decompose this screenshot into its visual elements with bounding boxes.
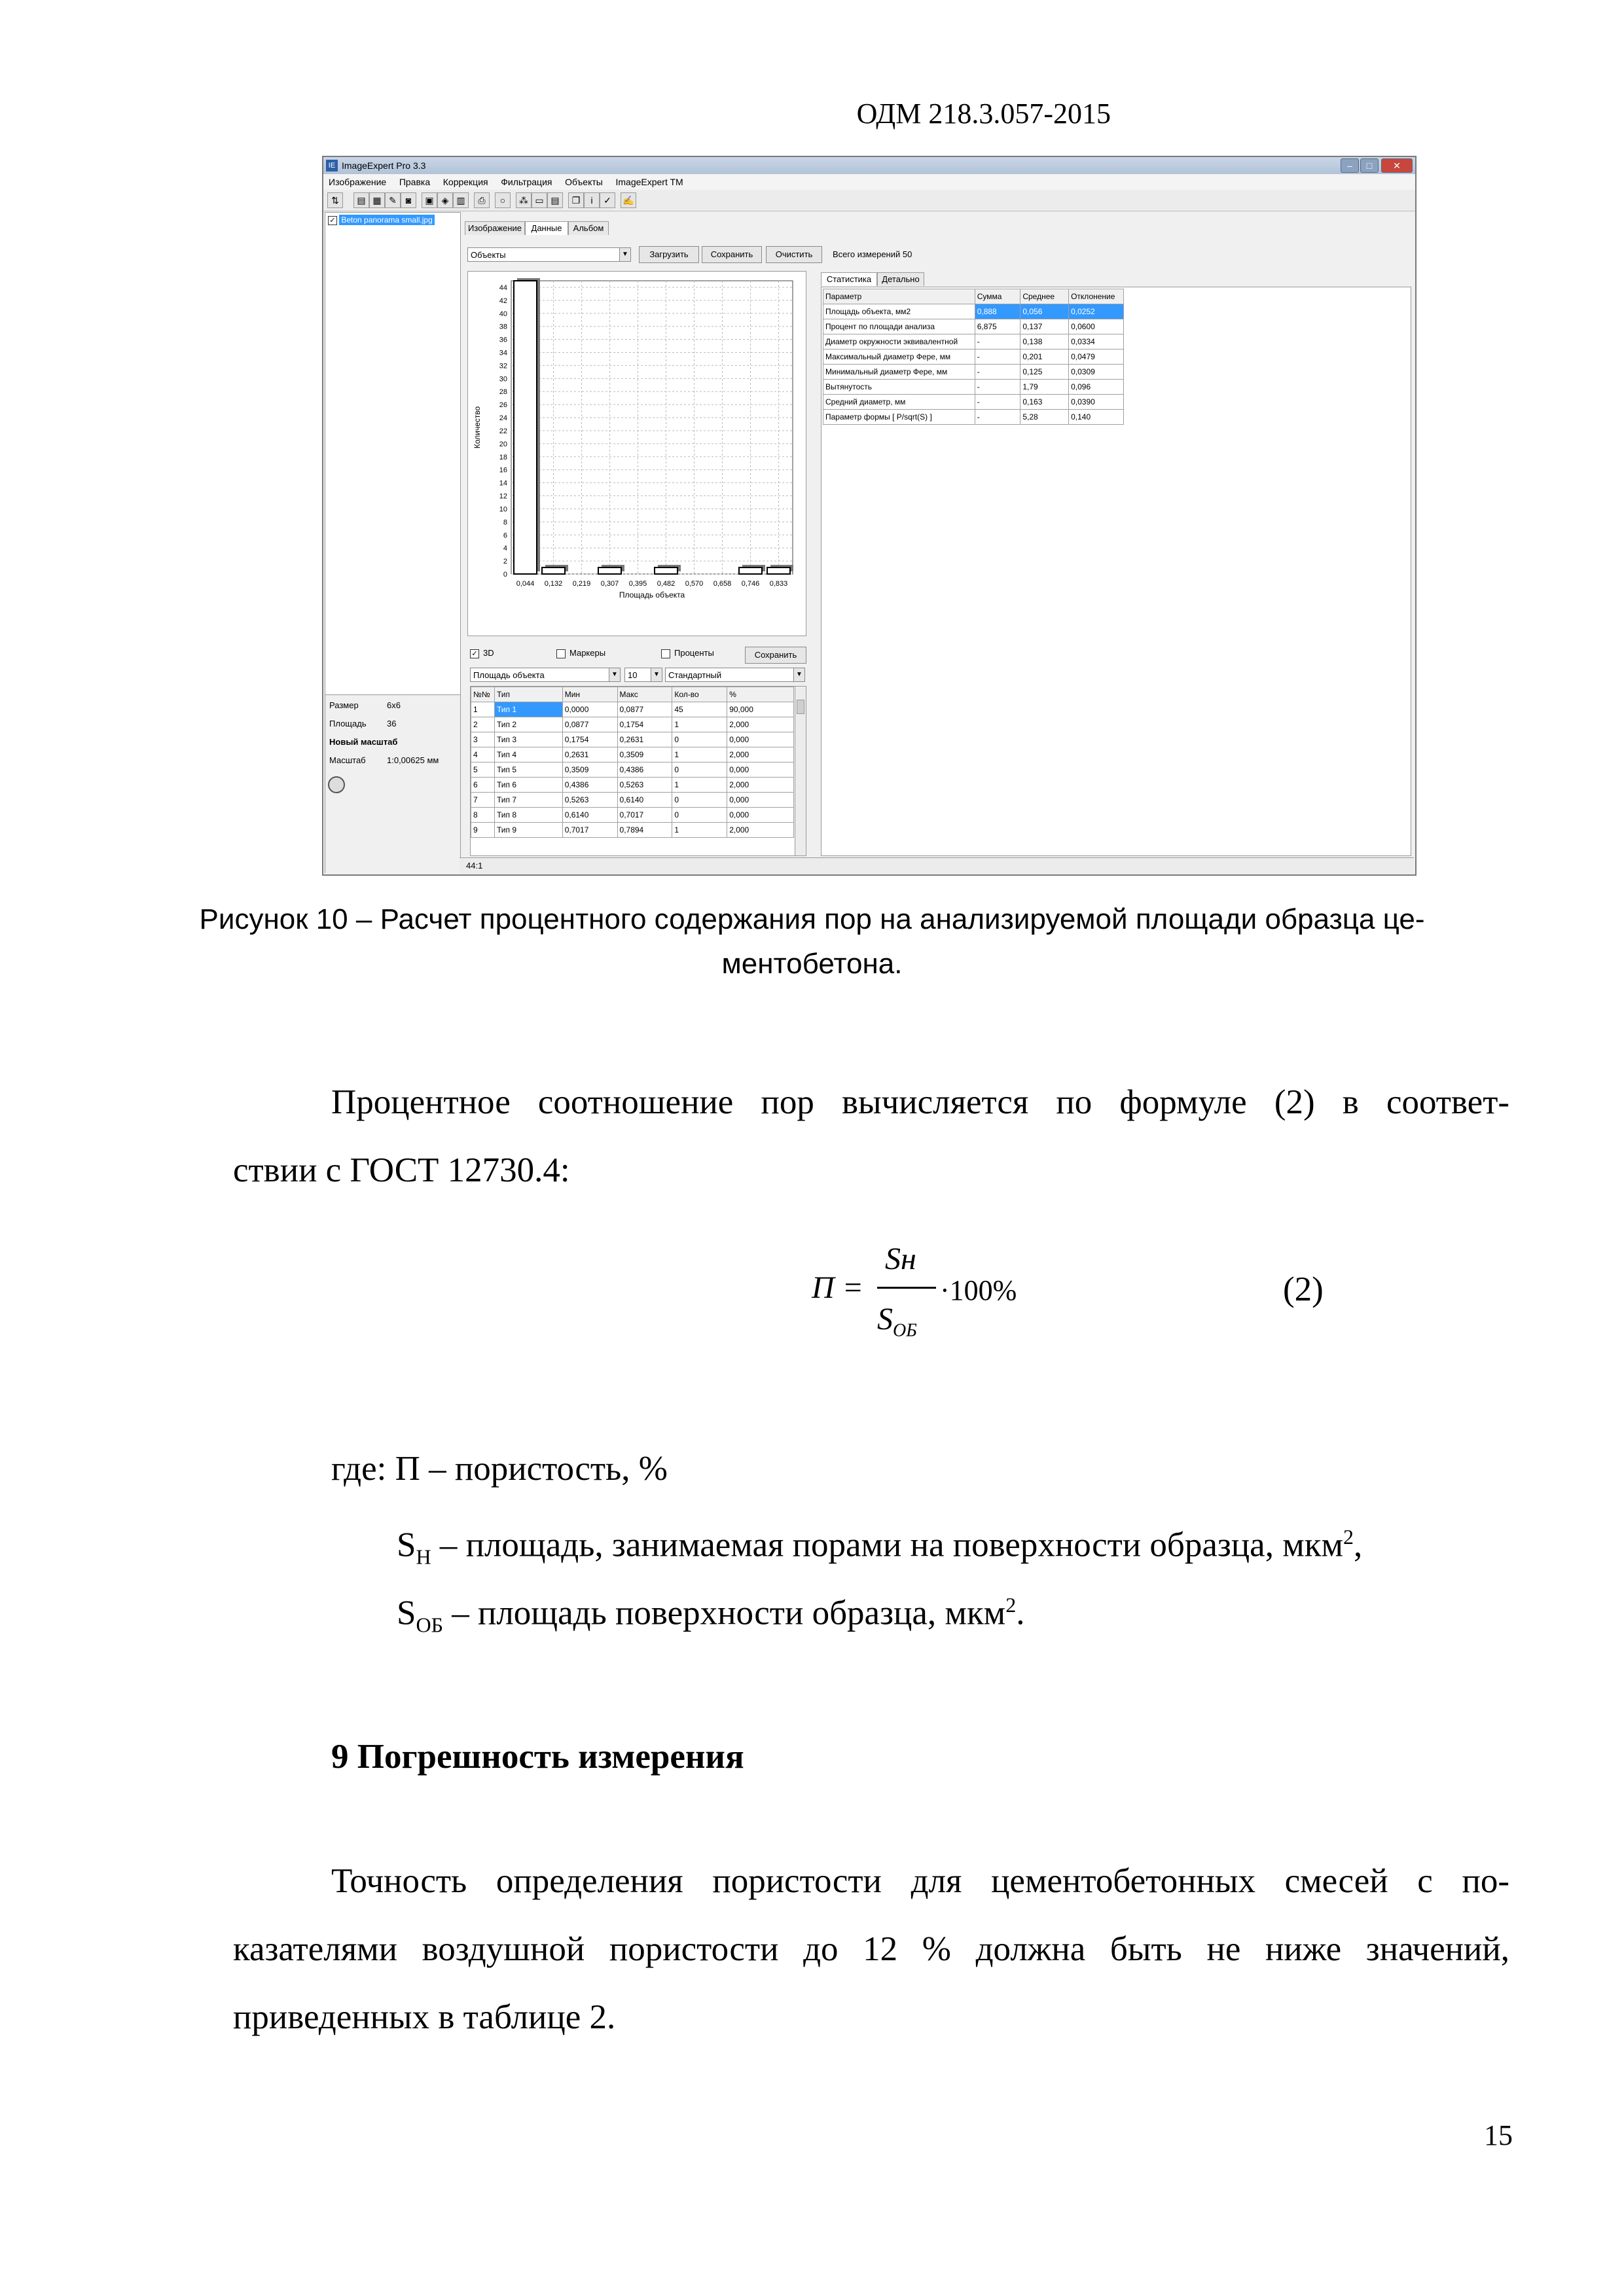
stats-table bbox=[823, 289, 1124, 425]
y-tick-label: 32 bbox=[499, 362, 507, 370]
histogram-panel bbox=[467, 271, 806, 636]
info-icon[interactable]: i bbox=[584, 192, 600, 208]
y-tick-label: 10 bbox=[499, 505, 507, 514]
dist-cell: 2,000 bbox=[727, 747, 794, 762]
stats-cell: Параметр формы [ P/sqrt(S) ] bbox=[823, 410, 975, 425]
info-value: 1:0,00625 мм bbox=[387, 755, 439, 765]
stats-header-row bbox=[823, 289, 1124, 304]
histogram-chart bbox=[468, 272, 806, 636]
save-as-icon[interactable]: ◈ bbox=[437, 192, 453, 208]
denominator-sub: ОБ bbox=[893, 1320, 917, 1341]
stats-cell: 0,056 bbox=[1020, 304, 1069, 319]
main-tabs bbox=[465, 221, 661, 236]
tab-image[interactable]: Изображение bbox=[465, 221, 525, 235]
table-row[interactable] bbox=[471, 793, 794, 808]
dist-cell: Тип 8 bbox=[494, 808, 562, 823]
dist-header-row bbox=[471, 687, 794, 702]
minimize-icon[interactable]: – bbox=[1341, 158, 1359, 173]
file-panel bbox=[325, 212, 461, 873]
stats-cell: - bbox=[975, 395, 1020, 410]
window-title: ImageExpert Pro 3.3 bbox=[342, 160, 426, 171]
dist-cell: 8 bbox=[471, 808, 495, 823]
stats-cell: - bbox=[975, 334, 1020, 350]
checkbox-icon[interactable] bbox=[556, 649, 566, 658]
formula-numerator: Sн bbox=[885, 1242, 916, 1276]
dist-col-header: Макс bbox=[617, 687, 672, 702]
dist-cell: 0,4386 bbox=[562, 778, 617, 793]
option-markers-label: Маркеры bbox=[569, 648, 606, 658]
layers-icon[interactable]: ▤ bbox=[547, 192, 563, 208]
menu-filtering[interactable]: Фильтрация bbox=[501, 177, 552, 187]
tab-data[interactable]: Данные bbox=[525, 221, 568, 235]
table-row[interactable] bbox=[823, 380, 1124, 395]
menu-bar bbox=[323, 174, 1415, 190]
formula-lhs: П = bbox=[812, 1270, 864, 1305]
stats-cell: 0,0309 bbox=[1069, 365, 1124, 380]
save-hist-button[interactable]: Сохранить bbox=[745, 647, 806, 664]
info-value: 36 bbox=[387, 719, 397, 728]
info-label: Новый масштаб bbox=[329, 737, 398, 747]
tab-detailed[interactable]: Детально bbox=[877, 272, 924, 286]
menu-image[interactable]: Изображение bbox=[329, 177, 387, 187]
dist-col-header: Кол-во bbox=[672, 687, 727, 702]
copy-icon[interactable]: ❐ bbox=[568, 192, 584, 208]
info-label: Площадь bbox=[329, 719, 367, 728]
paragraph-line: казателями воздушной пористости до 12 % должна быть не ниже значений, bbox=[233, 1930, 1509, 1968]
stats-cell: 0,140 bbox=[1069, 410, 1124, 425]
formula-number: (2) bbox=[1283, 1270, 1324, 1308]
stats-cell: Диаметр окружности эквивалентной bbox=[823, 334, 975, 350]
sn-sub: Н bbox=[416, 1545, 431, 1569]
stats-col-header: Среднее bbox=[1020, 289, 1069, 304]
open-folder-icon[interactable]: ▦ bbox=[369, 192, 385, 208]
stats-tabs bbox=[821, 272, 952, 287]
stats-cell: 0,125 bbox=[1020, 365, 1069, 380]
where-sob bbox=[397, 1571, 1024, 1659]
distribution-panel bbox=[470, 686, 806, 856]
dist-col-header: Тип bbox=[494, 687, 562, 702]
stats-cell: 0,201 bbox=[1020, 350, 1069, 365]
stats-cell: - bbox=[975, 350, 1020, 365]
bar bbox=[598, 567, 621, 574]
fraction-bar bbox=[877, 1287, 936, 1289]
x-tick-label: 0,570 bbox=[685, 580, 704, 588]
stats-cell: 0,096 bbox=[1069, 380, 1124, 395]
app-icon: IE bbox=[326, 160, 338, 171]
dist-cell: 0,5263 bbox=[617, 778, 672, 793]
sn-main: S bbox=[397, 1526, 416, 1564]
dist-col-header: % bbox=[727, 687, 794, 702]
dist-cell: 0,6140 bbox=[617, 793, 672, 808]
x-tick-label: 0,482 bbox=[657, 580, 676, 588]
sn-end: , bbox=[1354, 1526, 1363, 1564]
paragraph-line: Процентное соотношение пор вычисляется по формуле (2) в соответ- bbox=[331, 1083, 1509, 1121]
where-line: где: П – пористость, % bbox=[331, 1450, 668, 1488]
stats-cell: Площадь объекта, мм2 bbox=[823, 304, 975, 319]
section-title: 9 Погрешность измерения bbox=[331, 1738, 744, 1776]
y-tick-label: 6 bbox=[503, 531, 507, 540]
y-tick-label: 22 bbox=[499, 427, 507, 435]
y-tick-label: 14 bbox=[499, 479, 507, 488]
dist-cell: Тип 1 bbox=[494, 702, 562, 717]
maximize-icon[interactable]: □ bbox=[1360, 158, 1379, 173]
x-tick-label: 0,219 bbox=[572, 580, 591, 588]
bins-select[interactable] bbox=[624, 668, 662, 682]
stats-cell: 0,0252 bbox=[1069, 304, 1124, 319]
dist-cell: 4 bbox=[471, 747, 495, 762]
tab-statistics[interactable]: Статистика bbox=[821, 272, 877, 286]
stats-cell: 0,0334 bbox=[1069, 334, 1124, 350]
dist-cell: 0,1754 bbox=[562, 732, 617, 747]
dist-cell: 0,000 bbox=[727, 732, 794, 747]
table-row[interactable] bbox=[471, 747, 794, 762]
file-item[interactable] bbox=[328, 215, 456, 227]
table-row[interactable] bbox=[471, 717, 794, 732]
y-tick-label: 16 bbox=[499, 466, 507, 475]
dist-cell: Тип 3 bbox=[494, 732, 562, 747]
stats-cell: 0,138 bbox=[1020, 334, 1069, 350]
sob-text: – площадь поверхности образца, мкм bbox=[442, 1594, 1006, 1632]
y-tick-label: 34 bbox=[499, 349, 507, 357]
stats-cell: - bbox=[975, 380, 1020, 395]
dist-cell: 0 bbox=[672, 762, 727, 778]
chevron-down-icon: ▼ bbox=[651, 668, 662, 681]
y-tick-label: 2 bbox=[503, 558, 507, 566]
dist-cell: 1 bbox=[672, 823, 727, 838]
file-checkbox[interactable]: ✓ bbox=[328, 216, 337, 225]
status-text: 44:1 bbox=[466, 861, 483, 870]
clear-button[interactable]: Очистить bbox=[766, 246, 822, 263]
menu-objects[interactable]: Объекты bbox=[565, 177, 603, 187]
y-tick-label: 18 bbox=[499, 453, 507, 461]
stats-cell: Максимальный диаметр Фере, мм bbox=[823, 350, 975, 365]
mode-select[interactable] bbox=[665, 668, 805, 682]
dist-cell: Тип 6 bbox=[494, 778, 562, 793]
y-axis-label: Количество bbox=[473, 406, 482, 449]
dist-cell: Тип 4 bbox=[494, 747, 562, 762]
bins-select-value: 10 bbox=[628, 670, 638, 680]
stats-panel bbox=[821, 287, 1411, 856]
table-row[interactable] bbox=[823, 410, 1124, 425]
dist-cell: 0 bbox=[672, 793, 727, 808]
bar bbox=[767, 567, 790, 574]
info-value: 6х6 bbox=[387, 700, 401, 710]
dist-cell: 6 bbox=[471, 778, 495, 793]
table-row[interactable] bbox=[471, 823, 794, 838]
table-row[interactable] bbox=[471, 808, 794, 823]
stats-cell: 0,888 bbox=[975, 304, 1020, 319]
denominator-main: S bbox=[877, 1302, 893, 1336]
sob-main: S bbox=[397, 1594, 416, 1632]
stats-col-header: Сумма bbox=[975, 289, 1020, 304]
y-tick-label: 0 bbox=[503, 571, 507, 579]
y-tick-label: 42 bbox=[499, 296, 507, 305]
toolbar bbox=[323, 190, 1415, 211]
y-tick-label: 38 bbox=[499, 323, 507, 331]
bar bbox=[514, 281, 537, 574]
dist-cell: 0,3509 bbox=[617, 747, 672, 762]
dist-cell: 0,2631 bbox=[562, 747, 617, 762]
dist-cell: 1 bbox=[672, 778, 727, 793]
figure-caption-line1: Рисунок 10 – Расчет процентного содержания пор на анализируемой площади образца це- bbox=[199, 903, 1425, 935]
tab-album[interactable]: Альбом bbox=[568, 221, 609, 235]
y-tick-label: 44 bbox=[499, 283, 507, 292]
scan-icon[interactable]: ✎ bbox=[385, 192, 401, 208]
dist-cell: 0,5263 bbox=[562, 793, 617, 808]
parameter-select[interactable] bbox=[470, 668, 621, 682]
formula-denominator bbox=[877, 1301, 917, 1342]
notes-icon[interactable]: ✍ bbox=[621, 192, 636, 208]
info-box bbox=[325, 694, 460, 873]
table-row[interactable] bbox=[823, 319, 1124, 334]
table-row[interactable] bbox=[471, 778, 794, 793]
chevron-down-icon: ▼ bbox=[619, 248, 630, 261]
table-row[interactable] bbox=[823, 395, 1124, 410]
dist-cell: 0 bbox=[672, 732, 727, 747]
table-row[interactable] bbox=[471, 732, 794, 747]
dist-cell: 1 bbox=[471, 702, 495, 717]
sob-end: . bbox=[1016, 1594, 1025, 1632]
y-tick-label: 30 bbox=[499, 375, 507, 384]
y-tick-label: 24 bbox=[499, 414, 507, 423]
dist-cell: 0,7017 bbox=[617, 808, 672, 823]
scrollbar-thumb[interactable] bbox=[797, 700, 804, 714]
dist-cell: 0,000 bbox=[727, 762, 794, 778]
x-tick-label: 0,307 bbox=[600, 580, 619, 588]
x-tick-label: 0,395 bbox=[628, 580, 647, 588]
dist-cell: 2,000 bbox=[727, 717, 794, 732]
dist-cell: 1 bbox=[672, 717, 727, 732]
dist-cell: 0,000 bbox=[727, 793, 794, 808]
table-row[interactable] bbox=[823, 365, 1124, 380]
table-row[interactable] bbox=[471, 702, 794, 717]
objects-select[interactable] bbox=[467, 247, 631, 262]
stats-cell: - bbox=[975, 365, 1020, 380]
dist-cell: 2 bbox=[471, 717, 495, 732]
info-label: Размер bbox=[329, 700, 359, 710]
option-3d-label: 3D bbox=[483, 648, 494, 658]
title-bar bbox=[323, 157, 1415, 174]
chevron-down-icon: ▼ bbox=[609, 668, 620, 681]
stats-cell: 0,163 bbox=[1020, 395, 1069, 410]
menu-imageexpert-tm[interactable]: ImageExpert TM bbox=[615, 177, 683, 187]
x-tick-label: 0,833 bbox=[769, 580, 788, 588]
y-tick-label: 26 bbox=[499, 401, 507, 410]
y-tick-label: 36 bbox=[499, 336, 507, 344]
bar bbox=[655, 567, 677, 574]
dist-cell: 45 bbox=[672, 702, 727, 717]
table-row[interactable] bbox=[823, 304, 1124, 319]
export-icon[interactable]: ▥ bbox=[453, 192, 469, 208]
camera-icon[interactable]: ◙ bbox=[401, 192, 416, 208]
dist-col-header: Мин bbox=[562, 687, 617, 702]
stats-cell: 0,0479 bbox=[1069, 350, 1124, 365]
close-icon[interactable]: ✕ bbox=[1381, 158, 1413, 173]
dist-cell: 2,000 bbox=[727, 823, 794, 838]
y-tick-label: 28 bbox=[499, 388, 507, 397]
dist-cell: 0,0000 bbox=[562, 702, 617, 717]
stats-cell: 0,137 bbox=[1020, 319, 1069, 334]
tool-arrows-icon[interactable]: ⇅ bbox=[327, 192, 343, 208]
dist-cell: 0 bbox=[672, 808, 727, 823]
total-measurements: Всего измерений 50 bbox=[833, 249, 912, 259]
x-tick-label: 0,658 bbox=[713, 580, 732, 588]
formula-rhs: ·100% bbox=[940, 1274, 1017, 1306]
bar bbox=[739, 567, 762, 574]
dist-cell: Тип 7 bbox=[494, 793, 562, 808]
table-row[interactable] bbox=[471, 762, 794, 778]
dist-cell: Тип 5 bbox=[494, 762, 562, 778]
file-name: Beton panorama small.jpg bbox=[339, 215, 434, 225]
dist-cell: 1 bbox=[672, 747, 727, 762]
dist-cell: Тип 9 bbox=[494, 823, 562, 838]
stats-cell: 0,0600 bbox=[1069, 319, 1124, 334]
status-bar bbox=[460, 857, 1414, 874]
sob-sub: ОБ bbox=[416, 1613, 443, 1637]
circle-tool-icon[interactable]: ○ bbox=[495, 192, 511, 208]
parameter-select-value: Площадь объекта bbox=[473, 670, 545, 680]
dist-cell: 2,000 bbox=[727, 778, 794, 793]
stats-cell: - bbox=[975, 410, 1020, 425]
option-3d[interactable] bbox=[470, 648, 494, 658]
document-header: ОДМ 218.3.057-2015 bbox=[856, 98, 1111, 130]
objects-select-value: Объекты bbox=[471, 250, 506, 260]
menu-correction[interactable]: Коррекция bbox=[442, 177, 488, 187]
stats-cell: Минимальный диаметр Фере, мм bbox=[823, 365, 975, 380]
stats-cell: Процент по площади анализа bbox=[823, 319, 975, 334]
dist-cell: Тип 2 bbox=[494, 717, 562, 732]
x-tick-label: 0,132 bbox=[544, 580, 563, 588]
save-button[interactable]: Сохранить bbox=[702, 246, 762, 263]
stats-cell: Вытянутость bbox=[823, 380, 975, 395]
dist-col-header: №№ bbox=[471, 687, 495, 702]
y-tick-label: 4 bbox=[503, 545, 507, 553]
sn-sup: 2 bbox=[1343, 1525, 1354, 1549]
open-icon[interactable]: ▤ bbox=[353, 192, 369, 208]
info-label: Масштаб bbox=[329, 755, 366, 765]
dist-cell: 0,0877 bbox=[617, 702, 672, 717]
page-number: 15 bbox=[1484, 2119, 1513, 2151]
dist-cell: 0,0877 bbox=[562, 717, 617, 732]
stats-cell: Средний диаметр, мм bbox=[823, 395, 975, 410]
y-tick-label: 20 bbox=[499, 440, 507, 448]
check-icon[interactable]: ✓ bbox=[600, 192, 615, 208]
load-button[interactable]: Загрузить bbox=[639, 246, 699, 263]
dist-cell: 9 bbox=[471, 823, 495, 838]
distribution-table bbox=[471, 687, 794, 838]
option-markers[interactable] bbox=[556, 648, 605, 658]
y-tick-label: 40 bbox=[499, 310, 507, 318]
dist-cell: 0,1754 bbox=[617, 717, 672, 732]
stats-cell: 1,79 bbox=[1020, 380, 1069, 395]
stats-cell: 0,0390 bbox=[1069, 395, 1124, 410]
sn-text: – площадь, занимаемая порами на поверхности образца, мкм bbox=[431, 1526, 1344, 1564]
bar bbox=[542, 567, 565, 574]
dist-cell: 0,6140 bbox=[562, 808, 617, 823]
dist-cell: 0,7017 bbox=[562, 823, 617, 838]
stats-cell: 5,28 bbox=[1020, 410, 1069, 425]
option-percent[interactable] bbox=[661, 648, 714, 658]
app-window-screenshot bbox=[322, 156, 1416, 876]
stats-col-header: Параметр bbox=[823, 289, 975, 304]
window-icon[interactable]: ▭ bbox=[532, 192, 547, 208]
circle-indicator-icon bbox=[328, 776, 345, 793]
mode-select-value: Стандартный bbox=[668, 670, 722, 680]
y-tick-label: 8 bbox=[503, 518, 507, 527]
menu-edit[interactable]: Правка bbox=[399, 177, 431, 187]
stats-cell: 6,875 bbox=[975, 319, 1020, 334]
network-icon[interactable]: ⁂ bbox=[516, 192, 532, 208]
sob-sup: 2 bbox=[1005, 1593, 1017, 1617]
print-icon[interactable]: ⎙ bbox=[474, 192, 490, 208]
stats-col-header: Отклонение bbox=[1069, 289, 1124, 304]
paragraph-line: Точность определения пористости для цементобетонных смесей с по- bbox=[331, 1862, 1509, 1900]
paragraph-line: приведенных в таблице 2. bbox=[233, 1998, 616, 2036]
y-tick-label: 12 bbox=[499, 492, 507, 501]
dist-cell: 0,000 bbox=[727, 808, 794, 823]
x-tick-label: 0,746 bbox=[741, 580, 760, 588]
dist-cell: 0,3509 bbox=[562, 762, 617, 778]
paragraph-line: ствии с ГОСТ 12730.4: bbox=[233, 1151, 570, 1189]
figure-caption-line2: ментобетона. bbox=[721, 948, 903, 980]
table-row[interactable] bbox=[823, 334, 1124, 350]
checkbox-icon[interactable] bbox=[661, 649, 670, 658]
dist-cell: 3 bbox=[471, 732, 495, 747]
table-row[interactable] bbox=[823, 350, 1124, 365]
dist-cell: 0,7894 bbox=[617, 823, 672, 838]
save-icon[interactable]: ▣ bbox=[422, 192, 437, 208]
dist-cell: 5 bbox=[471, 762, 495, 778]
x-axis-label: Площадь объекта bbox=[619, 590, 685, 600]
dist-cell: 7 bbox=[471, 793, 495, 808]
x-tick-label: 0,044 bbox=[516, 580, 535, 588]
checkbox-checked-icon[interactable]: ✓ bbox=[470, 649, 479, 658]
chevron-down-icon: ▼ bbox=[793, 668, 804, 681]
scrollbar[interactable] bbox=[795, 687, 806, 855]
dist-cell: 0,4386 bbox=[617, 762, 672, 778]
dist-cell: 90,000 bbox=[727, 702, 794, 717]
dist-cell: 0,2631 bbox=[617, 732, 672, 747]
option-percent-label: Проценты bbox=[674, 648, 714, 658]
